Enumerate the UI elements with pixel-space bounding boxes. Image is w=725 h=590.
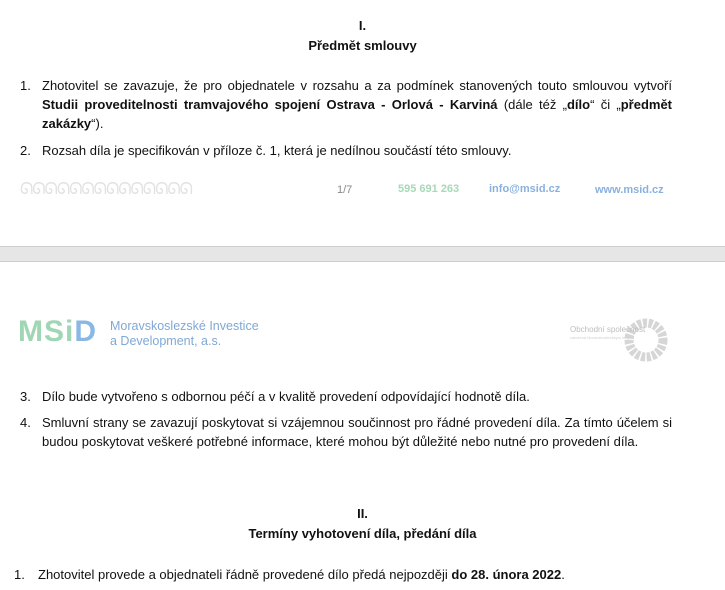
section-1-number: I.	[358, 18, 367, 33]
footer-email: info@msid.cz	[489, 183, 561, 195]
region-seal	[570, 317, 670, 367]
seal-ring-icon	[623, 317, 669, 363]
list-item	[20, 387, 690, 407]
list-text: Smluvní strany se zavazují poskytovat si vzájemnou součinnost pro řádné provedení díla. Za tímto účelem si budou poskytovat veškeré potřebné informace, které mohou být důležité nebo nutné pro provedení díla.	[42, 415, 672, 449]
page-number: 1/7	[337, 184, 353, 196]
list-item	[14, 565, 694, 585]
page-footer	[0, 181, 725, 201]
list-text: Dílo bude vytvořeno s odbornou péčí a v kvalitě provedení odpovídající hodnotě díla.	[42, 389, 530, 404]
list-item	[20, 141, 680, 161]
section-2-number: II.	[357, 506, 368, 521]
list-text: Zhotovitel se zavazuje, že pro objednatele v rozsahu a za podmínek stanovených touto smlouvou vytvoří Studii proveditelnosti tramvajového spojení Ostrava - Orlová - Karviná (dále též „dílo“ či „předmět zakázky“).	[42, 78, 673, 131]
list-item	[20, 76, 680, 131]
list-item	[20, 413, 690, 473]
list-text: Rozsah díla je specifikován v příloze č. 1, která je nedílnou součástí této smlouvy.	[42, 143, 512, 158]
footer-phone: 595 691 263	[398, 183, 460, 195]
list-number: 1.	[20, 78, 31, 93]
company-name: Moravskoslezské Investice a Development, a.s.	[110, 319, 259, 348]
page-separator	[0, 246, 725, 262]
logo-mark: MSiD	[18, 315, 98, 348]
section-2-title: Termíny vyhotovení díla, předání díla	[248, 526, 477, 541]
section-1-title: Předmět smlouvy	[308, 38, 417, 53]
wave-ornament: ᘏᘏᘏᘏᘏᘏᘏᘏᘏᘏᘏᘏᘏᘏ	[20, 181, 192, 198]
footer-web: www.msid.cz	[595, 184, 664, 196]
document-page-2	[0, 262, 725, 590]
list-number: 2.	[20, 143, 31, 158]
list-text: Zhotovitel provede a objednateli řádně provedené dílo předá nejpozději do 28. února 2022.	[38, 567, 565, 582]
list-number: 1.	[14, 567, 25, 582]
seal-subtext: založená Moravskoslezským krajem	[570, 335, 635, 340]
document-page-1	[0, 0, 725, 246]
list-number: 3.	[20, 389, 31, 404]
list-number: 4.	[20, 415, 31, 430]
seal-text: Obchodní společnost	[570, 325, 646, 334]
